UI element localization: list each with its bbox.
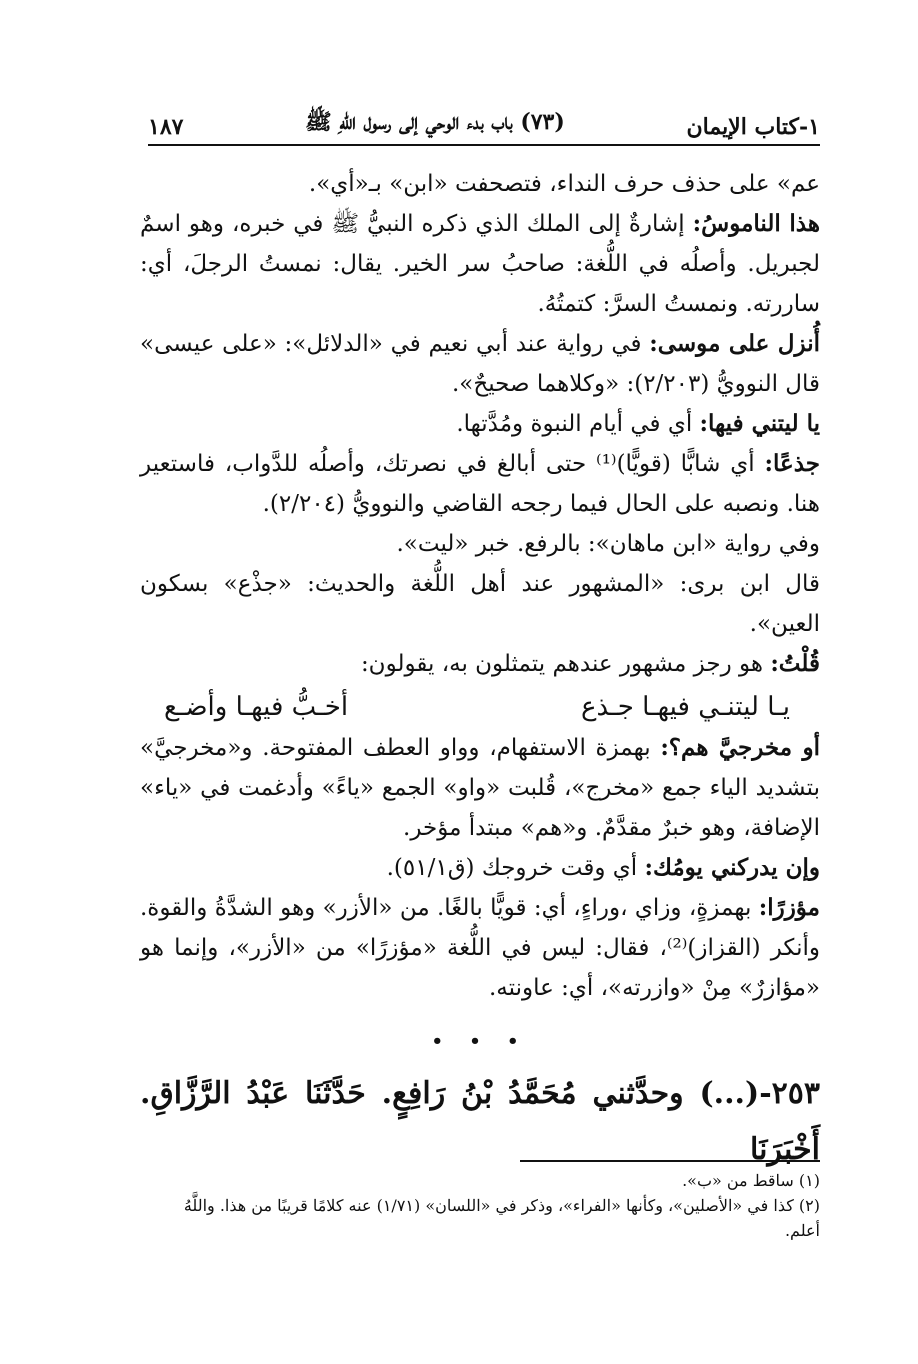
hadith-heading: ٢٥٣-(...) وحدَّثني مُحَمَّدُ بْنُ رَافِعٍ. حَدَّثَنَا عَبْدُ الرَّزَّاقِ. أَخْبَرَنَا: [140, 1076, 820, 1167]
lemma: هذا الناموسُ:: [692, 210, 820, 237]
paragraph: [140, 404, 820, 444]
page-number: ١٨٧: [148, 114, 184, 140]
header-book-title: ١-كتاب الإيمان: [686, 114, 820, 140]
paragraph: [140, 644, 820, 684]
paragraph: [140, 848, 820, 888]
gloss: بهمزة الاستفهام، وواو العطف المفتوحة. و«مخرجيَّ» بتشديد الياء جمع «مخرج»، قُلبت «واو» الجمع «ياءً» وأدغمت في «ياء» الإضافة، وهو خبرٌ مقدَّمٌ. و«هم» مبتدأ مؤخر.: [140, 735, 820, 841]
gloss: أي في أيام النبوة ومُدَّتها.: [456, 411, 700, 437]
footnotes: [150, 1168, 820, 1243]
header-chapter-title: (٧٣) باب بدء الوحي إلى رسول اللهِ ﷺ: [305, 109, 565, 135]
gloss: أي شابًّا (قويًّا)⁽¹⁾ حتى أبالغ في نصرتك، وأصلُه للدَّواب، فاستعير هنا. ونصبه على الحال فيما رجحه القاضي والنوويُّ (٢/٢٠٤).: [140, 451, 820, 517]
section-separator: • • •: [431, 1031, 529, 1052]
poem-first-hemistich: يـا ليتنـي فيهـا جـذع: [581, 692, 790, 722]
poem-verse: [140, 684, 820, 728]
page-header: [148, 104, 820, 146]
paragraph: [140, 444, 820, 524]
gloss: بهمزةٍ، وزاي ،وراءٍ، أي: قويًّا بالغًا. من «الأزر» وهو الشدَّةُ والقوة. وأنكر (القزاز)⁽²⁾، فقال: ليس في اللُّغة «مؤزرًا» من «الأزر»، وإنما هو «مؤازرٌ» مِنْ «وازرته»، أي: عاونته.: [140, 895, 821, 1001]
lemma: يا ليتني فيها:: [699, 410, 820, 437]
lemma: قُلْتُ:: [770, 650, 820, 677]
paragraph: [140, 728, 820, 848]
poem-second-hemistich: أخـبُّ فيهـا وأضـع: [164, 692, 349, 722]
footnote-1: (١) ساقط من «ب».: [682, 1171, 820, 1190]
paragraph: [140, 888, 820, 1008]
paragraph: [140, 204, 820, 324]
lemma: وإن يدركني يومُك:: [644, 854, 820, 881]
lemma: أو مخرجيَّ هم؟:: [660, 734, 820, 761]
gloss: هو رجز مشهور عندهم يتمثلون به، يقولون:: [360, 651, 771, 677]
paragraph: وفي رواية «ابن ماهان»: بالرفع. خبر «ليت».: [396, 531, 820, 557]
footnote-2: (٢) كذا في «الأصلين»، وكأنها «الفراء»، وذكر في «اللسان» (١/٧١) عنه كلامًا قريبًا من هذا. واللَّهُ أعلم.: [183, 1196, 820, 1240]
gloss: أي وقت خروجك (ق٥١/١).: [386, 855, 645, 881]
commentary-text: [140, 164, 820, 1178]
gloss: في رواية عند أبي نعيم في «الدلائل»: «على عيسى» قال النوويُّ (٢/٢٠٣): «وكلاهما صحيحٌ».: [140, 331, 820, 397]
footnote-divider: [520, 1160, 820, 1162]
paragraph: عم» على حذف حرف النداء، فتصحفت «ابن» بـ«أي».: [308, 171, 820, 197]
paragraph: قال ابن برى: «المشهور عند أهل اللُّغة والحديث: «جذْع» بسكون العين».: [140, 571, 820, 637]
gloss: إشارةٌ إلى الملك الذي ذكره النبيُّ ﷺ في خبره، وهو اسمٌ لجبريل. وأصلُه في اللُّغة: صاحبُ سر الخير. يقال: نمستُ الرجلَ، أي: ساررته. ونمستُ السرَّ: كتمتُهُ.: [140, 211, 820, 317]
lemma: أُنزل على موسى:: [649, 330, 820, 357]
lemma: جذعًا:: [764, 450, 820, 477]
paragraph: [140, 324, 820, 404]
lemma: مؤزرًا:: [758, 894, 820, 921]
